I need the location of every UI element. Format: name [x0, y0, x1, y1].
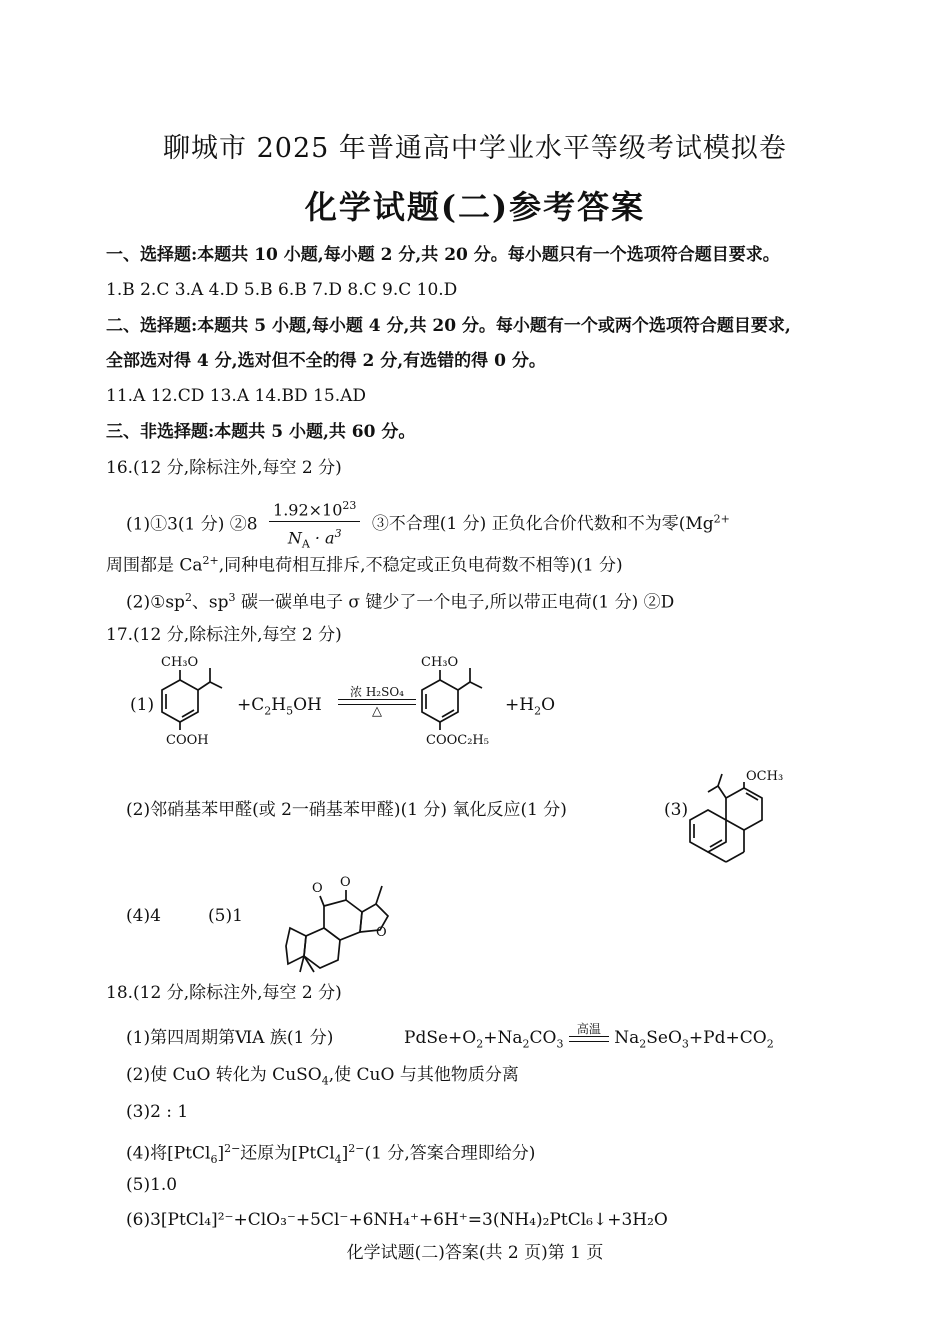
carbonyl-o2: O: [340, 875, 351, 890]
q17-heading: 17.(12 分,除标注外,每空 2 分): [106, 625, 342, 645]
q18-part3: (3)2 : 1: [126, 1102, 189, 1122]
q16-part1: [126, 496, 730, 554]
density-fraction: [269, 496, 360, 554]
water-term: $+H_2O$: [505, 695, 556, 718]
page-footer: 化学试题(二)答案(共 2 页)第 1 页: [346, 1243, 604, 1263]
q17-part5: (5)1: [208, 906, 243, 926]
q17-part3-label: (3): [664, 800, 689, 820]
q18-equation: $PdSe+O_2+Na_2CO_3$ 高温 $Na_2SeO_3+Pd+CO_2$: [404, 1022, 774, 1051]
och3-label: OCH₃: [746, 769, 784, 784]
benzene-ring: [162, 680, 198, 722]
furan-o: O: [376, 925, 387, 940]
section1-answers: 1.B 2.C 3.A 4.D 5.B 6.B 7.D 8.C 9.C 10.D: [106, 280, 458, 300]
q17-part4: (4)4: [126, 906, 161, 926]
fraction-numerator: $1.92\times 10^{23}$: [269, 496, 360, 522]
ch3o-label: CH₃O: [161, 655, 199, 670]
section2-heading-line2: 全部选对得 4 分,选对但不全的得 2 分,有选错的得 0 分。: [106, 351, 546, 371]
q16-part1-continued: 周围都是 $Ca^{2+}$,同种电荷相互排斥,不稳定或正负电荷数不相等)(1 分): [106, 554, 623, 576]
ring-left: [690, 810, 726, 852]
document-title: 聊城市 2025 年普通高中学业水平等级考试模拟卷: [163, 133, 787, 164]
high-temp-condition: 高温: [569, 1023, 609, 1042]
section2-answers: 11.A 12.CD 13.A 14.BD 15.AD: [106, 386, 367, 406]
q18-part5: (5)1.0: [126, 1175, 178, 1195]
q18-part4: (4)将[PtCl$_6$]$^{2-}$还原为[PtCl$_4$]$^{2-}$(1 分,答案合理即给分): [126, 1142, 536, 1167]
svg-text:CH₃O: CH₃O: [421, 655, 459, 670]
ethanol-term: $+C_2H_5OH$: [237, 695, 322, 718]
reaction-condition-arrow: 浓 H₂SO₄ △: [338, 686, 416, 719]
q18-part1: (1)第四周期第ⅥA 族(1 分): [126, 1028, 334, 1048]
document-subtitle: 化学试题(二)参考答案: [304, 188, 646, 226]
section2-heading-line1: 二、选择题:本题共 5 小题,每小题 4 分,共 20 分。每小题有一个或两个选项符合题目要求,: [106, 316, 791, 336]
fraction-denominator: $N_A \cdot a^3$: [287, 527, 342, 551]
part5-structure: [286, 868, 416, 978]
part3-structure: [688, 758, 798, 868]
q16-part1-a: (1)①3(1 分) ②8: [126, 514, 258, 535]
q17-part1-label: (1): [130, 695, 155, 715]
cooet-label: COOC₂H₅: [426, 733, 489, 748]
q16-part1-b: ③不合理(1 分) 正负化合价代数和不为零($Mg^{2+}$: [371, 512, 730, 535]
q17-part2: (2)邻硝基苯甲醛(或 2一硝基苯甲醛)(1 分) 氧化反应(1 分): [126, 800, 567, 820]
q18-heading: 18.(12 分,除标注外,每空 2 分): [106, 983, 342, 1003]
q16-heading: 16.(12 分,除标注外,每空 2 分): [106, 458, 342, 478]
q16-part2: $(2)①sp^2$、$sp^3$ 碳一碳单电子 σ 键少了一个电子,所以带正电荷(1 分) ②D: [126, 591, 675, 613]
cooh-label: COOH: [166, 733, 209, 748]
ring-top: [726, 788, 762, 830]
section3-heading: 三、非选择题:本题共 5 小题,共 60 分。: [106, 422, 416, 442]
section1-heading: 一、选择题:本题共 10 小题,每小题 2 分,共 20 分。每小题只有一个选项符合题目要求。: [106, 245, 780, 265]
q18-part2: (2)使 CuO 转化为 CuSO$_4$,使 CuO 与其他物质分离: [126, 1065, 519, 1088]
q18-part6: (6)3[PtCl₄]²⁻+ClO₃⁻+5Cl⁻+6NH₄⁺+6H⁺=3(NH₄)₂PtCl₆↓+3H₂O: [126, 1210, 668, 1230]
carbonyl-o1: O: [312, 881, 323, 896]
